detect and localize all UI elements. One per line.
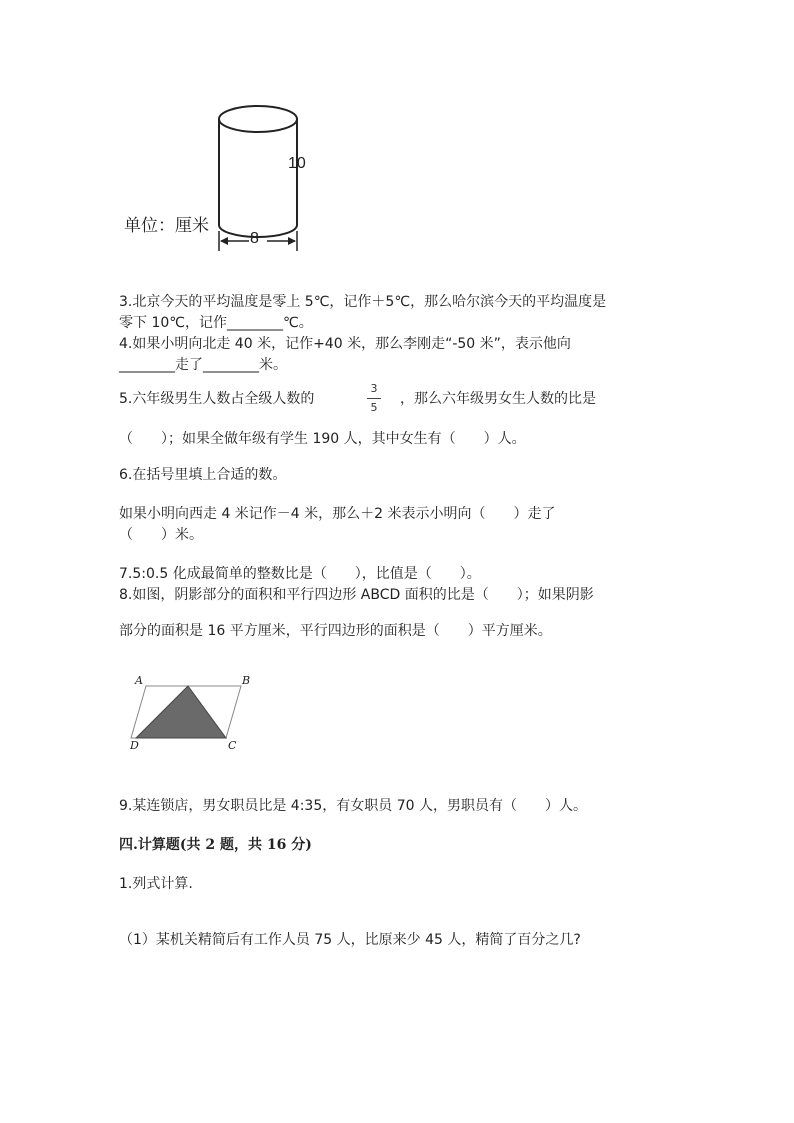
question-4-line-2: ________走了________米。 bbox=[119, 357, 287, 373]
fraction-denominator: 5 bbox=[370, 401, 378, 414]
question-6-line-2: 如果小明向西走 4 米记作－4 米，那么＋2 米表示小明向（ ）走了 bbox=[119, 506, 556, 522]
parallelogram-figure bbox=[128, 676, 254, 754]
question-7-line-1: 7.5:0.5 化成最简单的整数比是（ ），比值是（ ）。 bbox=[119, 566, 481, 582]
vertex-label-a: A bbox=[135, 674, 143, 687]
cylinder-height-label: 10 bbox=[288, 155, 306, 172]
cylinder-diameter-label: 8 bbox=[250, 230, 259, 247]
fraction-bar bbox=[367, 398, 381, 399]
cylinder-unit-label: 单位：厘米 bbox=[124, 216, 209, 236]
vertex-label-b: B bbox=[242, 674, 251, 687]
question-3-line-1: 3.北京今天的平均温度是零上 5℃，记作＋5℃，那么哈尔滨今天的平均温度是 bbox=[119, 294, 607, 310]
section-4-sub-question-1: （1）某机关精简后有工作人员 75 人，比原来少 45 人，精简了百分之几? bbox=[119, 932, 581, 948]
question-6-line-3: （ ）米。 bbox=[119, 527, 203, 543]
question-5-line-1-after: ，那么六年级男女生人数的比是 bbox=[400, 391, 596, 407]
question-5-line-1-before: 5.六年级男生人数占全级人数的 bbox=[119, 391, 315, 407]
fraction-numerator: 3 bbox=[370, 382, 378, 395]
cylinder-drawing bbox=[115, 95, 345, 265]
section-4-item-1: 1.列式计算. bbox=[119, 876, 193, 892]
cylinder-figure bbox=[115, 95, 345, 265]
question-8-line-2: 部分的面积是 16 平方厘米，平行四边形的面积是（ ）平方厘米。 bbox=[119, 623, 552, 639]
question-8-line-1: 8.如图，阴影部分的面积和平行四边形 ABCD 面积的比是（ ）；如果阴影 bbox=[119, 587, 594, 603]
vertex-label-c: C bbox=[228, 739, 237, 752]
question-9-line-1: 9.某连锁店，男女职员比是 4:35，有女职员 70 人，男职员有（ ）人。 bbox=[119, 798, 587, 814]
question-3-line-2: 零下 10℃，记作________℃。 bbox=[119, 315, 313, 331]
question-5-line-2: （ ）；如果全做年级有学生 190 人，其中女生有（ ）人。 bbox=[119, 431, 526, 447]
question-6-line-1: 6.在括号里填上合适的数。 bbox=[119, 467, 287, 483]
vertex-label-d: D bbox=[130, 739, 139, 752]
section-4-heading: 四.计算题(共 2 题，共 16 分) bbox=[119, 837, 312, 853]
question-4-line-1: 4.如果小明向北走 40 米，记作+40 米，那么李刚走“-50 米”，表示他向 bbox=[119, 336, 571, 352]
